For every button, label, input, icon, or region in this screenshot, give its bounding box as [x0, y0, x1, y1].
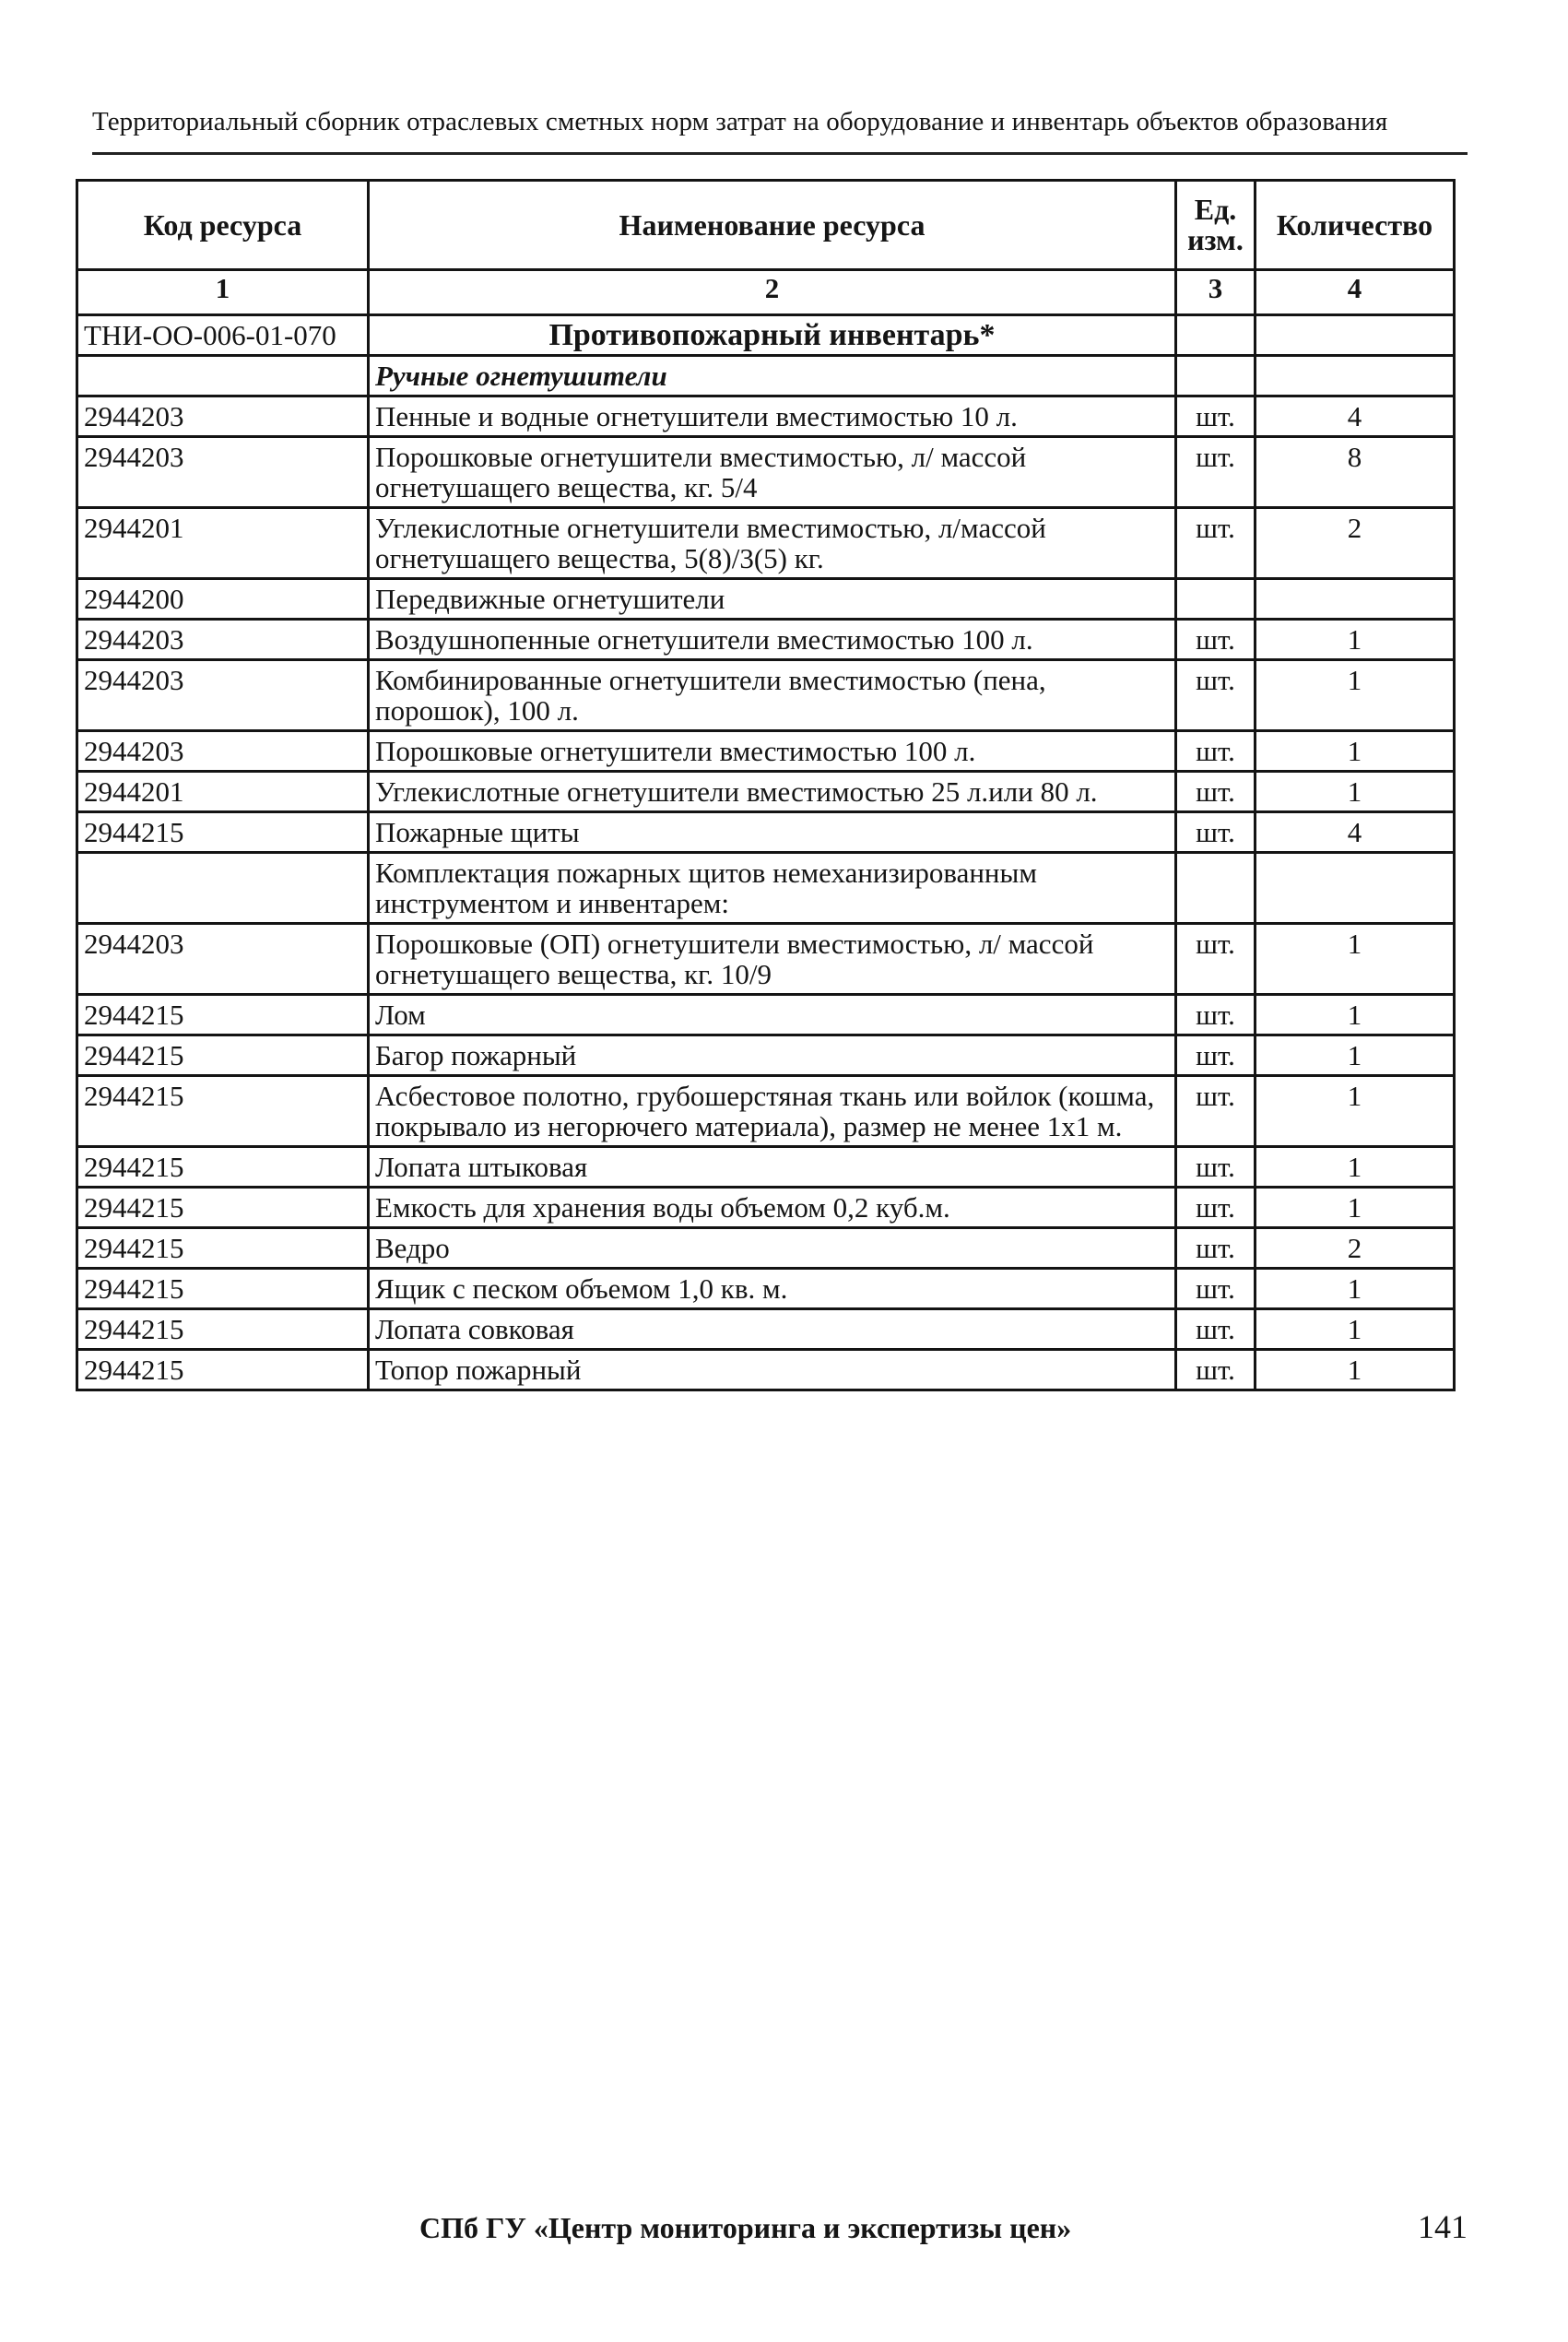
- unit-cell: шт.: [1176, 508, 1256, 579]
- resource-code-cell: 2944215: [77, 1309, 369, 1350]
- table-row: [77, 579, 1455, 620]
- quantity-cell: 1: [1256, 1188, 1455, 1228]
- quantity-cell: 1: [1256, 660, 1455, 731]
- column-number: 2: [369, 270, 1176, 315]
- quantity-cell: 2: [1256, 1228, 1455, 1269]
- column-number: 4: [1256, 270, 1455, 315]
- table-row: [77, 1188, 1455, 1228]
- resource-code-cell: 2944201: [77, 772, 369, 812]
- resource-name-cell: Багор пожарный: [369, 1035, 1176, 1076]
- table-header-row: [77, 181, 1455, 270]
- resource-code-cell: 2944215: [77, 995, 369, 1035]
- table-row: [77, 1350, 1455, 1390]
- table-row: [77, 772, 1455, 812]
- resource-code-cell: 2944215: [77, 1147, 369, 1188]
- quantity-cell: 1: [1256, 1309, 1455, 1350]
- resource-name-cell: Ведро: [369, 1228, 1176, 1269]
- table-row: [77, 437, 1455, 508]
- table-row: [77, 620, 1455, 660]
- resource-code-cell: 2944215: [77, 812, 369, 853]
- unit-cell: шт.: [1176, 1228, 1256, 1269]
- table-row: [77, 731, 1455, 772]
- quantity-cell: 1: [1256, 772, 1455, 812]
- footer-organization: СПб ГУ «Центр мониторинга и экспертизы цен»: [419, 2211, 1072, 2244]
- resource-code-cell: 2944215: [77, 1269, 369, 1309]
- quantity-cell: 1: [1256, 924, 1455, 995]
- resource-code-cell: 2944203: [77, 396, 369, 437]
- resource-code-cell: 2944215: [77, 1076, 369, 1147]
- resource-name-cell: Ящик с песком объемом 1,0 кв. м.: [369, 1269, 1176, 1309]
- resource-code-cell: 2944200: [77, 579, 369, 620]
- resource-code-cell: 2944201: [77, 508, 369, 579]
- quantity-cell: 1: [1256, 731, 1455, 772]
- quantity-cell: 1: [1256, 1269, 1455, 1309]
- header-divider: [92, 152, 1468, 155]
- resource-name-cell: Пенные и водные огнетушители вместимостью 10 л.: [369, 396, 1176, 437]
- table-row: [77, 812, 1455, 853]
- unit-cell: шт.: [1176, 772, 1256, 812]
- resource-name-cell: Топор пожарный: [369, 1350, 1176, 1390]
- unit-cell: шт.: [1176, 1147, 1256, 1188]
- unit-cell: шт.: [1176, 1035, 1256, 1076]
- resource-table: [76, 179, 1456, 1391]
- quantity-cell: 1: [1256, 1035, 1455, 1076]
- table-row: [77, 1269, 1455, 1309]
- table-row: [77, 508, 1455, 579]
- quantity-cell: 4: [1256, 396, 1455, 437]
- resource-name-cell: Углекислотные огнетушители вместимостью, л/массой огнетушащего вещества, 5(8)/3(5) кг.: [369, 508, 1176, 579]
- resource-code-cell: ТНИ-ОО-006-01-070: [77, 315, 369, 356]
- table-row: [77, 1228, 1455, 1269]
- resource-name-cell: Пожарные щиты: [369, 812, 1176, 853]
- resource-name-cell: Емкость для хранения воды объемом 0,2 куб.м.: [369, 1188, 1176, 1228]
- resource-code-cell: 2944203: [77, 731, 369, 772]
- table-row: [77, 995, 1455, 1035]
- quantity-cell: 2: [1256, 508, 1455, 579]
- resource-code-cell: [77, 356, 369, 396]
- resource-name-cell: Лопата совковая: [369, 1309, 1176, 1350]
- unit-cell: шт.: [1176, 437, 1256, 508]
- resource-name-cell: Воздушнопенные огнетушители вместимостью 100 л.: [369, 620, 1176, 660]
- quantity-cell: [1256, 853, 1455, 924]
- page-number: 141: [1418, 2208, 1468, 2245]
- resource-name-cell: Порошковые (ОП) огнетушители вместимостью, л/ массой огнетушащего вещества, кг. 10/9: [369, 924, 1176, 995]
- unit-cell: шт.: [1176, 1076, 1256, 1147]
- resource-name-cell: Комбинированные огнетушители вместимостью (пена, порошок), 100 л.: [369, 660, 1176, 731]
- resource-name-cell: Лопата штыковая: [369, 1147, 1176, 1188]
- resource-name-cell: Лом: [369, 995, 1176, 1035]
- unit-cell: шт.: [1176, 660, 1256, 731]
- table-row: [77, 924, 1455, 995]
- resource-name-cell: Порошковые огнетушители вместимостью 100 л.: [369, 731, 1176, 772]
- unit-cell: шт.: [1176, 812, 1256, 853]
- quantity-cell: [1256, 356, 1455, 396]
- unit-cell: шт.: [1176, 1350, 1256, 1390]
- unit-cell: шт.: [1176, 924, 1256, 995]
- resource-code-cell: [77, 853, 369, 924]
- unit-cell: шт.: [1176, 995, 1256, 1035]
- unit-cell: [1176, 315, 1256, 356]
- resource-code-cell: 2944203: [77, 437, 369, 508]
- column-number-row: [77, 270, 1455, 315]
- resource-name-cell: Противопожарный инвентарь*: [369, 315, 1176, 356]
- unit-cell: шт.: [1176, 731, 1256, 772]
- resource-code-cell: 2944215: [77, 1228, 369, 1269]
- unit-cell: шт.: [1176, 620, 1256, 660]
- resource-code-cell: 2944215: [77, 1035, 369, 1076]
- table-row: [77, 1147, 1455, 1188]
- subsection-row: [77, 356, 1455, 396]
- quantity-cell: 4: [1256, 812, 1455, 853]
- resource-code-cell: 2944203: [77, 660, 369, 731]
- column-header-unit: Ед. изм.: [1176, 181, 1256, 270]
- quantity-cell: [1256, 579, 1455, 620]
- resource-code-cell: 2944203: [77, 924, 369, 995]
- unit-cell: шт.: [1176, 396, 1256, 437]
- column-number: 1: [77, 270, 369, 315]
- quantity-cell: [1256, 315, 1455, 356]
- resource-code-cell: 2944203: [77, 620, 369, 660]
- resource-code-cell: 2944215: [77, 1350, 369, 1390]
- resource-code-cell: 2944215: [77, 1188, 369, 1228]
- unit-cell: [1176, 356, 1256, 396]
- unit-cell: шт.: [1176, 1269, 1256, 1309]
- resource-name-cell: Ручные огнетушители: [369, 356, 1176, 396]
- quantity-cell: 8: [1256, 437, 1455, 508]
- column-header-name: Наименование ресурса: [369, 181, 1176, 270]
- section-row: [77, 315, 1455, 356]
- table-row: [77, 853, 1455, 924]
- quantity-cell: 1: [1256, 1350, 1455, 1390]
- table-row: [77, 660, 1455, 731]
- unit-cell: шт.: [1176, 1188, 1256, 1228]
- quantity-cell: 1: [1256, 995, 1455, 1035]
- resource-name-cell: Асбестовое полотно, грубошерстяная ткань или войлок (кошма, покрывало из негорючего материала), размер не менее 1х1 м.: [369, 1076, 1176, 1147]
- table-row: [77, 1309, 1455, 1350]
- quantity-cell: 1: [1256, 1076, 1455, 1147]
- resource-name-cell: Углекислотные огнетушители вместимостью 25 л.или 80 л.: [369, 772, 1176, 812]
- column-header-quantity: Количество: [1256, 181, 1455, 270]
- column-header-code: Код ресурса: [77, 181, 369, 270]
- table-row: [77, 396, 1455, 437]
- resource-name-cell: Комплектация пожарных щитов немеханизированным инструментом и инвентарем:: [369, 853, 1176, 924]
- unit-cell: шт.: [1176, 1309, 1256, 1350]
- running-header: Территориальный сборник отраслевых сметных норм затрат на оборудование и инвентарь объектов образования: [92, 107, 1388, 136]
- table-row: [77, 1076, 1455, 1147]
- resource-name-cell: Порошковые огнетушители вместимостью, л/ массой огнетушащего вещества, кг. 5/4: [369, 437, 1176, 508]
- column-number: 3: [1176, 270, 1256, 315]
- unit-cell: [1176, 579, 1256, 620]
- quantity-cell: 1: [1256, 1147, 1455, 1188]
- table-row: [77, 1035, 1455, 1076]
- resource-name-cell: Передвижные огнетушители: [369, 579, 1176, 620]
- unit-cell: [1176, 853, 1256, 924]
- quantity-cell: 1: [1256, 620, 1455, 660]
